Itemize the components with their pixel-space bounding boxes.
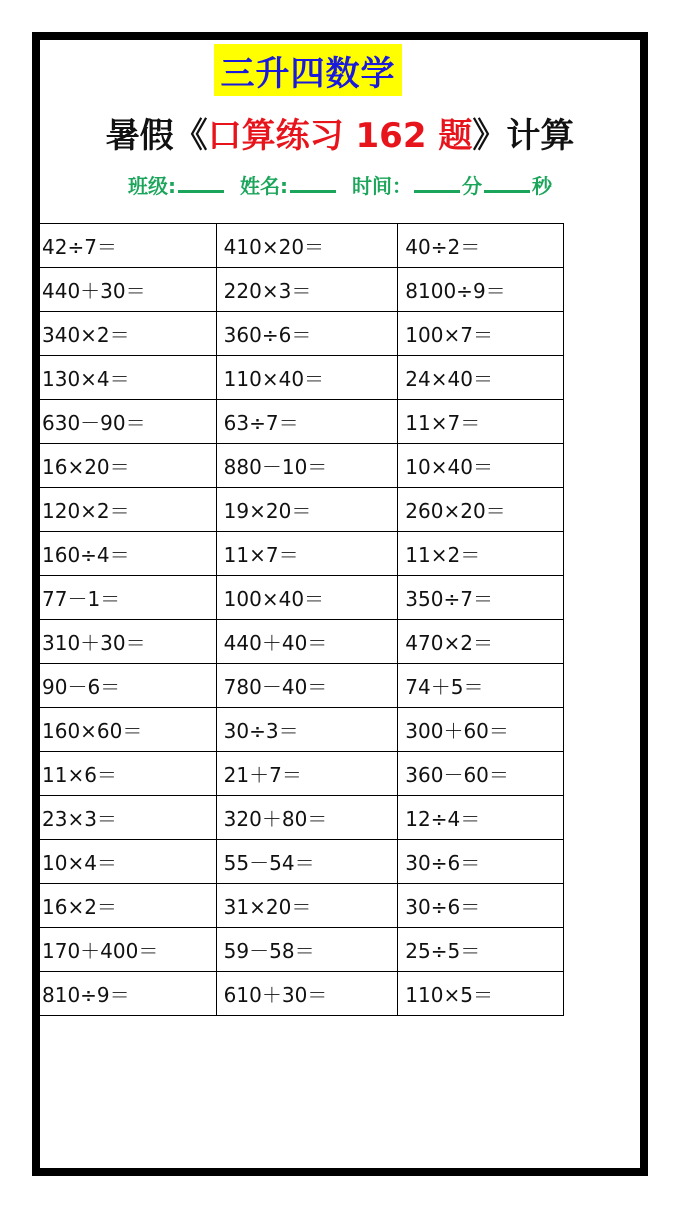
worksheet-subtitle — [0, 108, 680, 157]
problem-cell: 440＋40＝ — [216, 620, 398, 664]
problem-cell: 470×2＝ — [398, 620, 564, 664]
problem-cell: 31×20＝ — [216, 884, 398, 928]
problem-cell: 8100÷9＝ — [398, 268, 564, 312]
problem-cell: 40÷2＝ — [398, 224, 564, 268]
grade-title-badge: 三升四数学 — [214, 44, 402, 96]
problem-cell: 10×40＝ — [398, 444, 564, 488]
table-row — [35, 356, 564, 400]
problem-cell: 340×2＝ — [35, 312, 217, 356]
problem-cell: 320＋80＝ — [216, 796, 398, 840]
time-label: 时间： — [352, 174, 412, 198]
problem-cell: 11×7＝ — [216, 532, 398, 576]
problem-cell: 100×40＝ — [216, 576, 398, 620]
problem-cell: 30÷6＝ — [398, 884, 564, 928]
problem-cell: 160÷4＝ — [35, 532, 217, 576]
problem-cell: 59－58＝ — [216, 928, 398, 972]
problem-cell: 10×4＝ — [35, 840, 217, 884]
table-row — [35, 620, 564, 664]
problem-cell: 90－6＝ — [35, 664, 217, 708]
minutes-label: 分 — [462, 174, 482, 198]
problem-cell: 19×20＝ — [216, 488, 398, 532]
problem-cell: 11×2＝ — [398, 532, 564, 576]
problem-cell: 300＋60＝ — [398, 708, 564, 752]
name-label: 姓名: — [240, 174, 288, 198]
table-row — [35, 224, 564, 268]
minutes-blank — [414, 172, 460, 193]
table-row — [35, 268, 564, 312]
table-row — [35, 576, 564, 620]
table-row — [35, 400, 564, 444]
problem-cell: 610＋30＝ — [216, 972, 398, 1016]
problem-cell: 780－40＝ — [216, 664, 398, 708]
table-row — [35, 752, 564, 796]
problem-cell: 360÷6＝ — [216, 312, 398, 356]
class-blank — [178, 172, 224, 193]
problem-cell: 23×3＝ — [35, 796, 217, 840]
problem-cell: 24×40＝ — [398, 356, 564, 400]
seconds-label: 秒 — [532, 174, 552, 198]
student-info-line — [0, 170, 680, 199]
problem-cell: 880－10＝ — [216, 444, 398, 488]
problem-cell: 170＋400＝ — [35, 928, 217, 972]
problem-cell: 220×3＝ — [216, 268, 398, 312]
subtitle-highlight: 口算练习 162 题 — [207, 116, 473, 156]
problem-cell: 30÷6＝ — [398, 840, 564, 884]
problem-cell: 120×2＝ — [35, 488, 217, 532]
problem-cell: 630－90＝ — [35, 400, 217, 444]
problem-cell: 74＋5＝ — [398, 664, 564, 708]
subtitle-prefix: 暑假《 — [105, 116, 208, 156]
problem-cell: 21＋7＝ — [216, 752, 398, 796]
table-row — [35, 972, 564, 1016]
table-row — [35, 884, 564, 928]
problem-cell: 11×7＝ — [398, 400, 564, 444]
problem-cell: 130×4＝ — [35, 356, 217, 400]
seconds-blank — [484, 172, 530, 193]
table-row — [35, 840, 564, 884]
class-label: 班级: — [128, 174, 176, 198]
problem-cell: 160×60＝ — [35, 708, 217, 752]
subtitle-suffix: 》计算 — [472, 116, 575, 156]
table-row — [35, 708, 564, 752]
problem-cell: 30÷3＝ — [216, 708, 398, 752]
table-row — [35, 796, 564, 840]
problem-table — [34, 223, 564, 1016]
problem-cell: 100×7＝ — [398, 312, 564, 356]
problem-cell: 110×5＝ — [398, 972, 564, 1016]
problem-cell: 12÷4＝ — [398, 796, 564, 840]
name-blank — [290, 172, 336, 193]
problem-cell: 260×20＝ — [398, 488, 564, 532]
problem-cell: 360－60＝ — [398, 752, 564, 796]
problem-cell: 16×20＝ — [35, 444, 217, 488]
problem-cell: 440＋30＝ — [35, 268, 217, 312]
table-row — [35, 928, 564, 972]
problem-cell: 410×20＝ — [216, 224, 398, 268]
table-row — [35, 444, 564, 488]
problem-cell: 25÷5＝ — [398, 928, 564, 972]
problem-cell: 11×6＝ — [35, 752, 217, 796]
problem-cell: 810÷9＝ — [35, 972, 217, 1016]
table-row — [35, 664, 564, 708]
problem-cell: 42÷7＝ — [35, 224, 217, 268]
problem-cell: 310＋30＝ — [35, 620, 217, 664]
table-row — [35, 488, 564, 532]
problem-cell: 77－1＝ — [35, 576, 217, 620]
table-row — [35, 312, 564, 356]
problem-cell: 16×2＝ — [35, 884, 217, 928]
problem-cell: 110×40＝ — [216, 356, 398, 400]
problem-cell: 63÷7＝ — [216, 400, 398, 444]
problem-cell: 350÷7＝ — [398, 576, 564, 620]
table-row — [35, 532, 564, 576]
problem-cell: 55－54＝ — [216, 840, 398, 884]
